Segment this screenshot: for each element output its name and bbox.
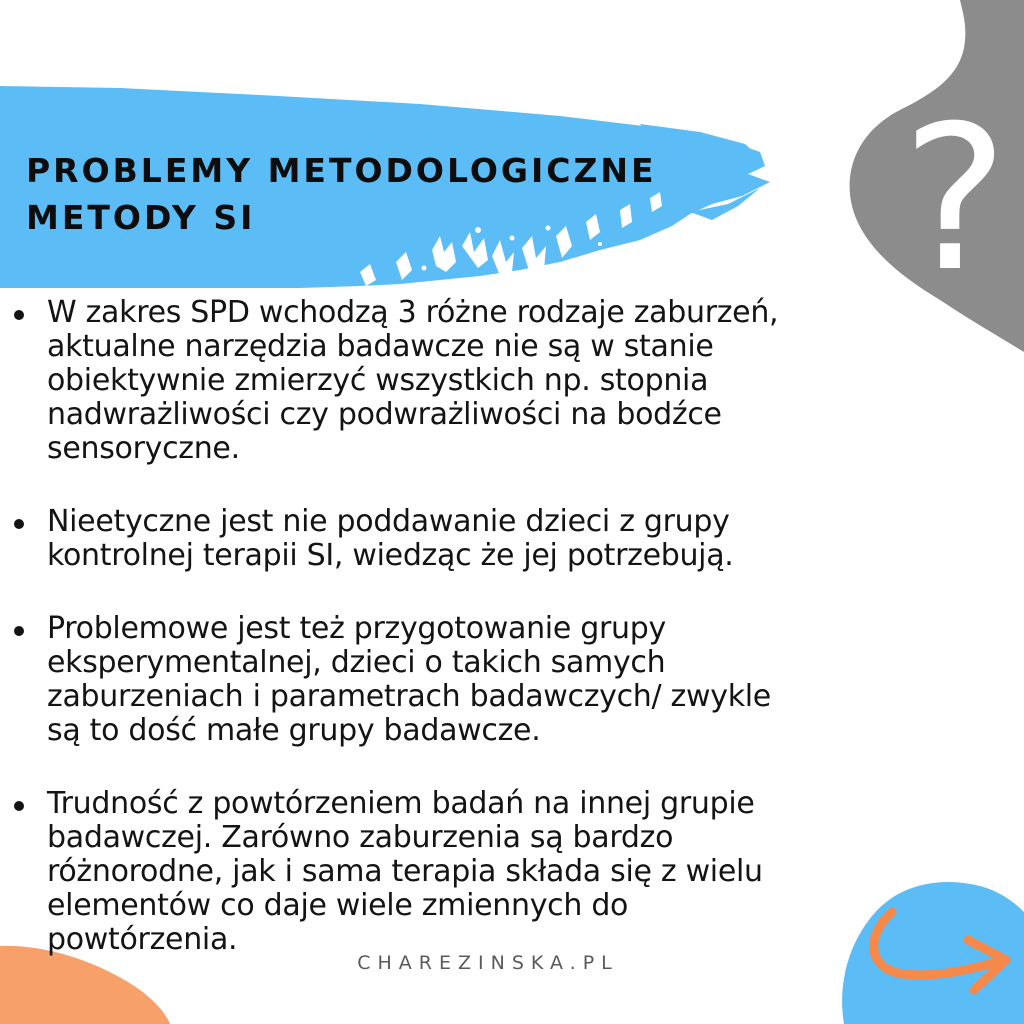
bullet-list xyxy=(47,296,1007,996)
footer-website[interactable]: CHAREZINSKA.PL xyxy=(357,952,619,974)
bullet-item: W zakres SPD wchodzą 3 różne rodzaje zaburzeń, aktualne narzędzia badawcze nie są w stanie obiektywnie zmierzyć wszystkich np. stopnia nadwrażliwości czy podwrażliwości na bodźce sensoryczne. xyxy=(47,296,1007,466)
bullet-item: Problemowe jest też przygotowanie grupy eksperymentalnej, dzieci o takich samych zaburzeniach i parametrach badawczych/ zwykle są to dość małe grupy badawcze. xyxy=(47,612,1007,748)
title-line-1: PROBLEMY METODOLOGICZNE xyxy=(26,151,657,190)
bullet-item: Trudność z powtórzeniem badań na innej grupie badawczej. Zarówno zaburzenia są bardzo różnorodne, jak i sama terapia składa się z wielu elementów co daje wiele zmiennych do powtórzenia. xyxy=(47,787,1007,957)
slide-title xyxy=(26,147,657,241)
question-mark-icon: ? xyxy=(901,83,1009,316)
title-line-2: METODY SI xyxy=(26,198,256,237)
bullet-item: Nieetyczne jest nie poddawanie dzieci z grupy kontrolnej terapii SI, wiedząc że jej potrzebują. xyxy=(47,505,1007,573)
